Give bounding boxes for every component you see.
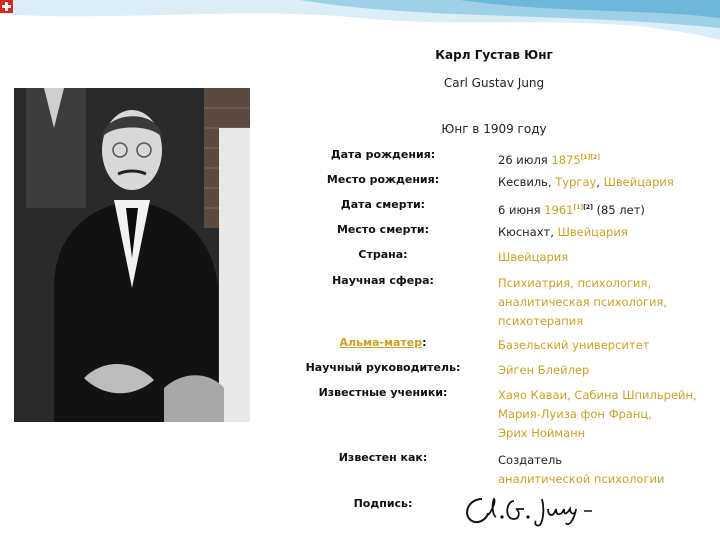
row-label: Известен как: <box>338 451 428 464</box>
alma-mater-link[interactable]: Альма-матер <box>339 336 423 349</box>
swiss-flag-icon <box>0 0 13 13</box>
portrait-photo <box>14 88 250 422</box>
row-value <box>498 274 718 331</box>
name-latin: Carl Gustav Jung <box>443 76 545 90</box>
row-label: Страна: <box>358 248 408 261</box>
row-value: Кюснахт, Швейцария <box>498 225 628 239</box>
year-link[interactable]: 1875 <box>551 152 581 167</box>
row-label: Место смерти: <box>336 223 430 236</box>
footnote-ref[interactable]: [1] <box>573 204 584 211</box>
page-title: Карл Густав Юнг <box>435 48 553 62</box>
country-link[interactable]: Швейцария <box>557 225 628 239</box>
advisor-link[interactable]: Эйген Блейлер <box>498 363 590 377</box>
place-link[interactable]: Тургау <box>555 175 597 189</box>
row-label: Дата смерти: <box>340 198 426 211</box>
row-value: 6 июня 1961[1][2] (85 лет) <box>498 202 645 217</box>
row-label: Научный руководитель: <box>305 361 461 374</box>
year-link[interactable]: 1961 <box>544 202 574 217</box>
row-label: Дата рождения: <box>330 148 436 161</box>
student-link[interactable]: Мария-Луиза фон Франц, <box>498 407 652 421</box>
row-value: Создатель аналитической психологии <box>498 451 718 489</box>
university-link[interactable]: Базельский университет <box>498 338 650 352</box>
field-link[interactable]: аналитическая психология, <box>498 295 668 309</box>
student-link[interactable]: Хаяо Каваи, Сабина Шпильрейн, <box>498 388 697 402</box>
row-label: Альма-матер: <box>339 336 427 349</box>
field-link[interactable]: Психиатрия, психология, <box>498 276 652 290</box>
country-link[interactable]: Швейцария <box>498 250 569 264</box>
row-label: Подпись: <box>353 497 413 510</box>
footnote-ref[interactable]: [2] <box>583 204 593 211</box>
row-label: Место рождения: <box>326 173 440 186</box>
row-value: 26 июля 1875[1][2] <box>498 152 600 167</box>
footnote-ref[interactable]: [1][2] <box>580 154 600 161</box>
row-value: Кесвиль, Тургау, Швейцария <box>498 175 674 189</box>
known-for-link[interactable]: аналитической психологии <box>498 472 665 486</box>
row-value <box>498 386 718 443</box>
row-value <box>498 361 718 380</box>
row-value <box>498 248 718 267</box>
row-label: Научная сфера: <box>332 274 434 287</box>
student-link[interactable]: Эрих Нойманн <box>498 426 586 440</box>
photo-caption: Юнг в 1909 году <box>441 122 547 136</box>
country-link[interactable]: Швейцария <box>603 175 674 189</box>
row-label: Известные ученики: <box>318 386 448 399</box>
row-value <box>498 336 718 355</box>
signature-image <box>458 493 598 529</box>
infobox <box>268 40 720 540</box>
field-link[interactable]: психотерапия <box>498 314 584 328</box>
